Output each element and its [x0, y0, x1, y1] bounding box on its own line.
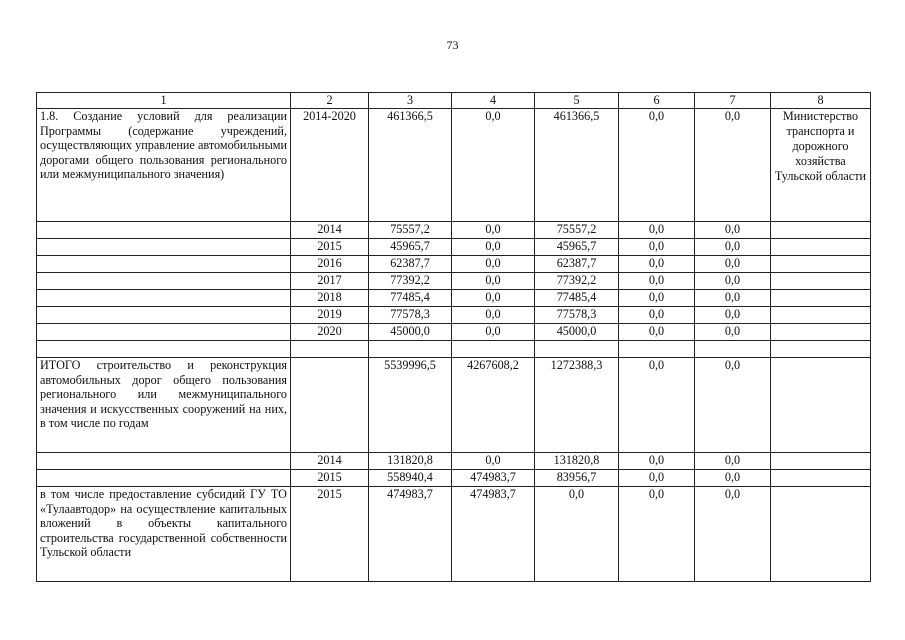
total-description: ИТОГО строительство и реконструкция автомобильных дорог общего пользования регионального или межмуниципального значения и искусственных сооружений на них, в том числе по годам: [37, 358, 291, 453]
row-year: 2015: [291, 487, 369, 582]
row-value-col7: 0,0: [695, 290, 771, 307]
row-value-col3: 77392,2: [369, 273, 452, 290]
row-value-col5: 83956,7: [535, 470, 619, 487]
row-value-col6: 0,0: [619, 256, 695, 273]
row-year: 2017: [291, 273, 369, 290]
row-value-col5: 461366,5: [535, 109, 619, 222]
row-value-col7: 0,0: [695, 256, 771, 273]
row-value-col4: 0,0: [452, 453, 535, 470]
table-row-subsidy: [37, 487, 871, 582]
subsidy-description: в том числе предоставление субсидий ГУ ТО «Тулаавтодор» на осуществление капитальных вложений в объекты капитального строительства государственной собственности Тульской области: [37, 487, 291, 582]
row-period: 2014-2020: [291, 109, 369, 222]
row-value-col4: 0,0: [452, 239, 535, 256]
empty-row: [37, 341, 871, 358]
total-value-col5: 1272388,3: [535, 358, 619, 453]
row-value-col6: 0,0: [619, 453, 695, 470]
subsidy-value-col7: 0,0: [695, 487, 771, 582]
table-row: [37, 222, 871, 239]
row-value-col7: 0,0: [695, 273, 771, 290]
row-value-col3: 45965,7: [369, 239, 452, 256]
row-value-col3: 62387,7: [369, 256, 452, 273]
row-value-col5: 77485,4: [535, 290, 619, 307]
table-row-total: [37, 358, 871, 453]
row-value-col6: 0,0: [619, 290, 695, 307]
row-value-col5: 45965,7: [535, 239, 619, 256]
total-value-col7: 0,0: [695, 358, 771, 453]
row-value-col6: 0,0: [619, 239, 695, 256]
row-value-col3: 45000,0: [369, 324, 452, 341]
row-value-col4: 0,0: [452, 290, 535, 307]
table-row: [37, 453, 871, 470]
row-year: 2018: [291, 290, 369, 307]
row-value-col4: 0,0: [452, 109, 535, 222]
total-value-col3: 5539996,5: [369, 358, 452, 453]
row-value-col5: 62387,7: [535, 256, 619, 273]
row-value-col4: 0,0: [452, 256, 535, 273]
row-value-col7: 0,0: [695, 239, 771, 256]
row-value-col5: 131820,8: [535, 453, 619, 470]
row-value-col6: 0,0: [619, 324, 695, 341]
row-value-col5: 77578,3: [535, 307, 619, 324]
table-row: [37, 290, 871, 307]
header-cell: 3: [369, 93, 452, 109]
row-value-col3: 75557,2: [369, 222, 452, 239]
row-value-col7: 0,0: [695, 453, 771, 470]
row-value-col6: 0,0: [619, 222, 695, 239]
table-row: [37, 239, 871, 256]
row-value-col4: 0,0: [452, 307, 535, 324]
table-row: [37, 109, 871, 222]
header-cell: 4: [452, 93, 535, 109]
row-value-col6: 0,0: [619, 307, 695, 324]
row-value-col6: 0,0: [619, 470, 695, 487]
row-value-col4: 0,0: [452, 324, 535, 341]
row-value-col5: 75557,2: [535, 222, 619, 239]
page-number: 73: [446, 38, 459, 52]
header-cell: 5: [535, 93, 619, 109]
subsidy-value-col5: 0,0: [535, 487, 619, 582]
row-value-col4: 0,0: [452, 222, 535, 239]
row-value-col3: 558940,4: [369, 470, 452, 487]
row-value-col4: 474983,7: [452, 470, 535, 487]
subsidy-value-col3: 474983,7: [369, 487, 452, 582]
row-value-col6: 0,0: [619, 273, 695, 290]
row-value-col3: 461366,5: [369, 109, 452, 222]
total-value-col4: 4267608,2: [452, 358, 535, 453]
row-year: 2015: [291, 239, 369, 256]
row-year: 2016: [291, 256, 369, 273]
table-row: [37, 470, 871, 487]
row-responsible: Министерство транспорта и дорожного хозяйства Тульской области: [771, 109, 871, 222]
row-value-col5: 77392,2: [535, 273, 619, 290]
row-value-col6: 0,0: [619, 109, 695, 222]
table-row: [37, 324, 871, 341]
row-year: 2014: [291, 222, 369, 239]
header-cell: 2: [291, 93, 369, 109]
header-cell: 6: [619, 93, 695, 109]
subsidy-value-col4: 474983,7: [452, 487, 535, 582]
row-value-col3: 77578,3: [369, 307, 452, 324]
row-value-col7: 0,0: [695, 222, 771, 239]
budget-table: [36, 92, 871, 582]
header-cell: 7: [695, 93, 771, 109]
row-year: 2019: [291, 307, 369, 324]
row-value-col5: 45000,0: [535, 324, 619, 341]
subsidy-value-col6: 0,0: [619, 487, 695, 582]
row-value-col3: 131820,8: [369, 453, 452, 470]
header-row: [37, 93, 871, 109]
row-value-col7: 0,0: [695, 307, 771, 324]
row-value-col3: 77485,4: [369, 290, 452, 307]
row-description: 1.8. Создание условий для реализации Программы (содержание учреждений, осуществляющих управление автомобильными дорогами общего пользования регионального или межмуниципального значения): [37, 109, 291, 222]
row-value-col7: 0,0: [695, 470, 771, 487]
row-year: 2020: [291, 324, 369, 341]
table-row: [37, 256, 871, 273]
header-cell: 8: [771, 93, 871, 109]
total-value-col6: 0,0: [619, 358, 695, 453]
row-year: 2014: [291, 453, 369, 470]
table-row: [37, 273, 871, 290]
row-value-col7: 0,0: [695, 109, 771, 222]
table-row: [37, 307, 871, 324]
row-value-col7: 0,0: [695, 324, 771, 341]
row-year: 2015: [291, 470, 369, 487]
row-value-col4: 0,0: [452, 273, 535, 290]
header-cell: 1: [37, 93, 291, 109]
